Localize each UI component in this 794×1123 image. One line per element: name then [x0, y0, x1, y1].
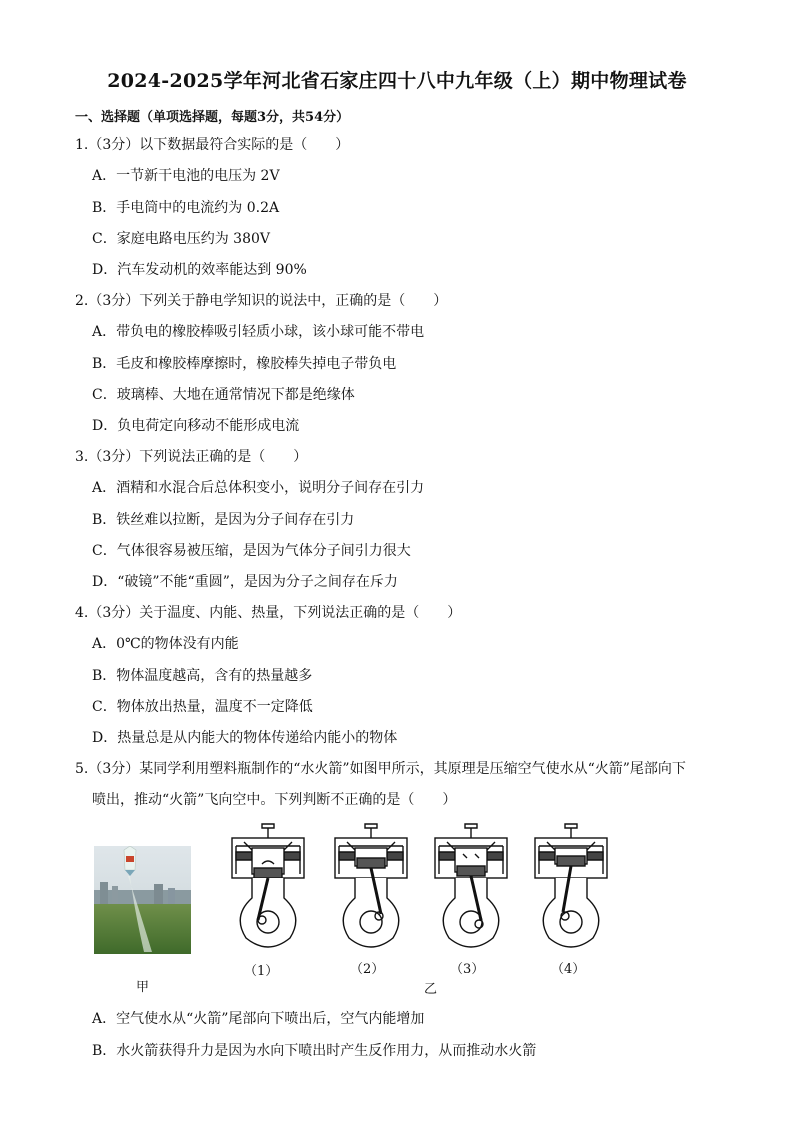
question-5-option-a: A．空气使水从“火箭”尾部向下喷出后，空气内能增加 [92, 1011, 425, 1027]
question-5-stem: 5.（3分）某同学利用塑料瓶制作的“水火箭”如图甲所示，其原理是压缩空气使水从“火箭”尾部向下 [75, 761, 686, 777]
question-4-option-c: C．物体放出热量，温度不一定降低 [92, 699, 313, 715]
question-2-option-a: A．带负电的橡胶棒吸引轻质小球，该小球可能不带电 [92, 324, 425, 340]
engine-diagram-3 [425, 820, 517, 958]
engine-diagram-4 [525, 820, 617, 958]
question-5-option-b: B．水火箭获得升力是因为水向下喷出时产生反作用力，从而推动水火箭 [92, 1043, 537, 1059]
figure-label-yi: 乙 [424, 982, 438, 997]
figure-label-jia: 甲 [136, 980, 150, 995]
exam-title: 2024-2025学年河北省石家庄四十八中九年级（上）期中物理试卷 [107, 70, 687, 92]
engine-diagram-2 [325, 820, 417, 958]
question-1-option-d: D．汽车发动机的效率能达到 90% [92, 262, 307, 278]
question-2-stem: 2.（3分）下列关于静电学知识的说法中，正确的是（ ） [75, 293, 448, 309]
question-3-option-d: D．“破镜”不能“重圆”，是因为分子之间存在斥力 [92, 574, 398, 590]
question-4-stem: 4.（3分）关于温度、内能、热量，下列说法正确的是（ ） [75, 605, 462, 621]
question-4-option-b: B．物体温度越高，含有的热量越多 [92, 668, 313, 684]
water-rocket-photo [94, 846, 191, 954]
engine-label-1: （1） [244, 964, 279, 979]
question-4-option-d: D．热量总是从内能大的物体传递给内能小的物体 [92, 730, 398, 746]
engine-diagram-1 [222, 820, 314, 958]
question-5-figure [0, 820, 794, 1000]
question-1-stem: 1.（3分）以下数据最符合实际的是（ ） [75, 137, 350, 153]
question-1-option-a: A．一节新干电池的电压为 2V [92, 168, 280, 184]
question-5-stem-continued: 喷出，推动“火箭”飞向空中。下列判断不正确的是（ ） [92, 792, 457, 808]
question-1-option-c: C．家庭电路电压约为 380V [92, 231, 270, 247]
question-1-option-b: B．手电筒中的电流约为 0.2A [92, 200, 280, 216]
engine-label-4: （4） [551, 962, 586, 977]
engine-label-3: （3） [450, 962, 485, 977]
engine-label-2: （2） [350, 962, 385, 977]
section-heading: 一、选择题（单项选择题，每题3分，共54分） [75, 110, 350, 125]
question-3-option-a: A．酒精和水混合后总体积变小，说明分子间存在引力 [92, 480, 425, 496]
question-3-stem: 3.（3分）下列说法正确的是（ ） [75, 449, 308, 465]
question-2-option-d: D．负电荷定向移动不能形成电流 [92, 418, 300, 434]
question-3-option-b: B．铁丝难以拉断，是因为分子间存在引力 [92, 512, 355, 528]
question-2-option-b: B．毛皮和橡胶棒摩擦时，橡胶棒失掉电子带负电 [92, 356, 397, 372]
question-4-option-a: A．0℃的物体没有内能 [92, 636, 239, 652]
question-2-option-c: C．玻璃棒、大地在通常情况下都是绝缘体 [92, 387, 355, 403]
question-3-option-c: C．气体很容易被压缩，是因为气体分子间引力很大 [92, 543, 411, 559]
